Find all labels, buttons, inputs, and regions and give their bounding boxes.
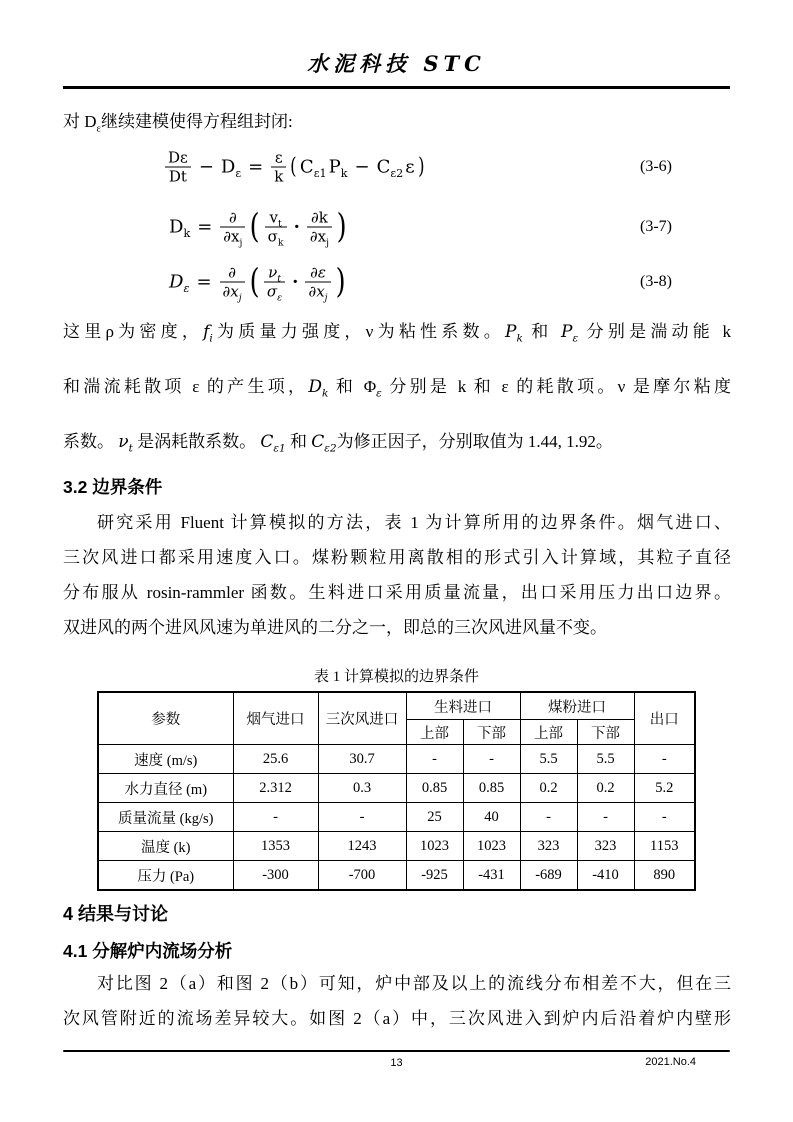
fraction: $\frac{\partial k}{\partial x_j}$ (307, 209, 332, 246)
table-row (98, 861, 695, 891)
table-cell: 5.2 (634, 774, 695, 803)
equation-number: (3-8) (640, 273, 672, 290)
equation-number: (3-6) (640, 158, 672, 175)
term-c-epsilon1: $C_{\varepsilon 1}$ (299, 156, 327, 181)
section-4-1-heading: 4.1 分解炉内流场分析 (63, 941, 233, 961)
row-label: 温度 (k) (98, 832, 233, 861)
term-d-k: $D_k$ (169, 216, 191, 241)
header-rule (63, 86, 730, 89)
table-cell: - (233, 803, 318, 832)
term-d-epsilon: $D_\varepsilon$ (220, 156, 242, 181)
table-cell: 0.85 (406, 774, 463, 803)
text-line: 双进风的两个进风风速为单进风的二分之一，即总的三次风进风量不变。 (63, 618, 607, 637)
table-cell: 25.6 (233, 745, 318, 774)
table-caption: 表 1 计算模拟的边界条件 (313, 669, 479, 685)
dot-operator: · (292, 271, 299, 293)
fraction: $\frac{v_t}{\sigma_k}$ (265, 209, 287, 246)
header-cell-coal: 煤粉进口 (520, 692, 634, 720)
header-cell-lower: 下部 (463, 720, 520, 745)
term-d-epsilon: $D_\varepsilon$ (169, 271, 190, 296)
table-cell: 0.2 (520, 774, 577, 803)
row-label: 速度 (m/s) (98, 745, 233, 774)
table-cell: - (406, 745, 463, 774)
table-cell: -431 (463, 861, 520, 891)
issue-number: 2021.No.4 (645, 1056, 696, 1068)
minus-operator: − (198, 156, 214, 178)
table-cell: 0.2 (577, 774, 634, 803)
table-cell: 25 (406, 803, 463, 832)
fraction: $\frac{\partial\varepsilon}{\partial x_j}$ (305, 264, 330, 301)
equation-3-6-body (163, 149, 426, 186)
table-cell: - (577, 803, 634, 832)
section-4-1-paragraph (63, 966, 731, 1036)
table-cell: 1023 (406, 832, 463, 861)
table-cell: 0.85 (463, 774, 520, 803)
text-line: 和湍流耗散项 ε 的产生项，$D_k$ 和 $\Phi_\varepsilon$ 分别是 k 和 ε 的耗散项。ν 是摩尔粘度 (63, 377, 731, 400)
boundary-conditions-table (97, 691, 696, 891)
text-line: 系数。 $\nu_t$ 是涡耗散系数。 $C_{\varepsilon 1}$ 和 $C_{\varepsilon 2}$为修正因子，分别取值为 1.44, 1.92。 (63, 432, 613, 455)
journal-title: 水泥科技 STC (307, 51, 486, 76)
right-paren: ) (417, 154, 425, 180)
footer-rule (63, 1050, 730, 1052)
equals-operator: = (196, 271, 212, 293)
table-cell: 1353 (233, 832, 318, 861)
section-3-2-paragraph (63, 505, 731, 645)
table-cell: 40 (463, 803, 520, 832)
header-cell-upper: 上部 (520, 720, 577, 745)
header-cell-param: 参数 (98, 692, 233, 745)
header-cell-raw-meal: 生料进口 (406, 692, 520, 720)
row-label: 质量流量 (kg/s) (98, 803, 233, 832)
equation-3-8-body (168, 261, 348, 304)
table-cell: 2.312 (233, 774, 318, 803)
table-cell: - (520, 803, 577, 832)
table-cell: -689 (520, 861, 577, 891)
table-cell: 323 (577, 832, 634, 861)
table-cell: 323 (520, 832, 577, 861)
table-cell: -925 (406, 861, 463, 891)
dot-operator: · (293, 216, 300, 238)
header-cell-flue-gas: 烟气进口 (233, 692, 318, 745)
equals-operator: = (248, 156, 264, 178)
page-number: 13 (390, 1057, 403, 1069)
term-p-k: $P_k$ (328, 156, 348, 181)
table-header-row (98, 692, 695, 720)
header-cell-outlet: 出口 (634, 692, 695, 745)
table-cell: - (463, 745, 520, 774)
table-row (98, 803, 695, 832)
header-cell-tertiary-air: 三次风进口 (318, 692, 406, 745)
equation-3-7-body (168, 206, 349, 249)
table-row (98, 774, 695, 803)
left-paren: ( (249, 261, 260, 302)
table-cell: - (318, 803, 406, 832)
minus-operator: − (354, 156, 370, 178)
table-cell: 1243 (318, 832, 406, 861)
equation-number: (3-7) (640, 218, 672, 235)
text-line: 研究采用 Fluent 计算模拟的方法，表 1 为计算所用的边界条件。烟气进口、 (97, 513, 731, 532)
left-paren: ( (250, 206, 261, 247)
symbol-definitions-paragraph (63, 304, 731, 469)
equation-3-7 (63, 203, 730, 251)
fraction: $\frac{D\varepsilon}{Dt}$ (165, 149, 191, 186)
equation-3-8 (63, 258, 730, 306)
table-cell: -700 (318, 861, 406, 891)
equals-operator: = (197, 216, 213, 238)
table-cell: 1023 (463, 832, 520, 861)
fraction: $\frac{\varepsilon}{k}$ (271, 149, 286, 186)
header-cell-lower: 下部 (577, 720, 634, 745)
fraction: $\frac{\nu_t}{\sigma_\varepsilon}$ (264, 264, 285, 301)
text-line: 对比图 2（a）和图 2（b）可知，炉中部及以上的流线分布相差不大，但在三 (97, 974, 731, 993)
intro-line: 对 $D_\varepsilon$继续建模使得方程组封闭: (63, 112, 293, 135)
left-paren: ( (290, 154, 297, 180)
term-epsilon: ε (405, 156, 415, 178)
term-c-epsilon2: $C_{\varepsilon 2}$ (376, 156, 404, 181)
table-cell: -410 (577, 861, 634, 891)
text-line: 次风管附近的流场差异较大。如图 2（a）中，三次风进入到炉内后沿着炉内壁形 (63, 1009, 731, 1028)
table-cell: -300 (233, 861, 318, 891)
text-line: 分布服从 rosin-rammler 函数。生料进口采用质量流量，出口采用压力出口边界。 (63, 583, 731, 602)
right-paren: ) (336, 206, 347, 247)
table-cell: - (634, 803, 695, 832)
fraction: $\frac{\partial}{\partial x_j}$ (220, 209, 245, 246)
table-cell: 30.7 (318, 745, 406, 774)
fraction: $\frac{\partial}{\partial x_j}$ (220, 264, 245, 301)
table-cell: 5.5 (577, 745, 634, 774)
equation-3-6 (63, 145, 730, 189)
table-cell: 0.3 (318, 774, 406, 803)
table-cell: 890 (634, 861, 695, 891)
section-3-2-heading: 3.2 边界条件 (63, 477, 163, 497)
right-paren: ) (335, 261, 346, 302)
header-cell-upper: 上部 (406, 720, 463, 745)
row-label: 压力 (Pa) (98, 861, 233, 891)
table-cell: 1153 (634, 832, 695, 861)
text-line: 这里ρ为密度，$f_i$为质量力强度，ν为粘性系数。$P_k$ 和 $P_\varepsilon$ 分别是湍动能 k (63, 322, 732, 345)
table-cell: 5.5 (520, 745, 577, 774)
table-cell: - (634, 745, 695, 774)
table-row (98, 832, 695, 861)
text-line: 三次风进口都采用速度入口。煤粉颗粒用离散相的形式引入计算域，其粒子直径 (63, 548, 731, 567)
table-row (98, 745, 695, 774)
section-4-heading: 4 结果与讨论 (63, 904, 169, 924)
row-label: 水力直径 (m) (98, 774, 233, 803)
